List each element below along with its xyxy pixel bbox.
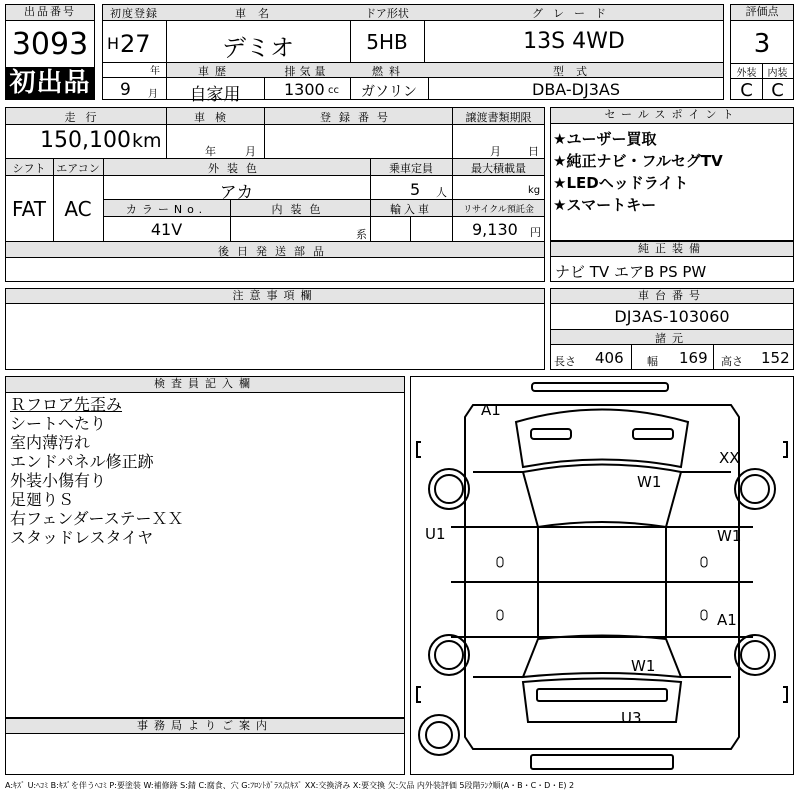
inspector-note: シートへたり — [10, 414, 107, 433]
inspector-notes-list — [10, 395, 400, 547]
color-label: 外装色 — [208, 162, 265, 175]
grade-label: グレード — [532, 7, 616, 20]
damage-mark: A1 — [717, 611, 737, 629]
inspector-label: 検査員記入欄 — [6, 377, 404, 393]
inspector-note: 右フェンダーステーＸＸ — [10, 509, 184, 528]
length-label: 長さ — [554, 355, 576, 368]
damage-mark: W1 — [717, 527, 742, 545]
chassis-number: DJ3AS-103060 — [614, 307, 730, 326]
colorno-label: カラーNo. — [125, 203, 208, 216]
intcolor-label: 内装色 — [271, 203, 329, 216]
damage-mark: XX — [719, 449, 740, 467]
capacity-label: 乗車定員 — [389, 162, 433, 175]
ext-label: 外装 — [736, 68, 757, 79]
history-label: 車歴 — [198, 65, 232, 78]
office-label: 事務局よりご案内 — [6, 719, 404, 734]
reg-month-unit: 月 — [148, 89, 158, 100]
height-label: 高さ — [721, 355, 743, 368]
score: 3 — [753, 29, 771, 59]
parts-label: 後日発送部品 — [218, 245, 332, 258]
chassis-box — [550, 288, 794, 370]
reg-year: 27 — [120, 30, 151, 58]
door-type: 5HB — [366, 30, 408, 54]
model: DBA-DJ3AS — [532, 80, 620, 99]
width-label: 幅 — [647, 355, 658, 368]
ac: AC — [64, 197, 92, 221]
transfer-month: 月 — [490, 145, 501, 158]
chassis-label: 車台番号 — [551, 289, 793, 304]
reg-month: 9 — [120, 80, 131, 100]
dims-label: 諸元 — [655, 332, 689, 345]
sales-point: ★LEDヘッドライト — [553, 174, 689, 192]
load-label: 最大積載量 — [471, 162, 526, 175]
color: アカ — [219, 183, 254, 203]
sales-point: ★純正ナビ・フルセグTV — [553, 152, 723, 170]
transfer-label: 譲渡書類期限 — [465, 111, 532, 124]
sales-point: ★スマートキー — [553, 196, 657, 214]
intcolor-unit: 系 — [356, 228, 367, 241]
length: 406 — [595, 349, 624, 367]
lot-number-label: 出品番号 — [6, 5, 94, 21]
reg-year-unit: 年 — [150, 66, 160, 77]
fuel: ガソリン — [361, 84, 417, 100]
car-diagram-box — [410, 376, 794, 775]
width: 169 — [679, 349, 708, 367]
model-label: 型式 — [553, 65, 599, 78]
office-box — [5, 718, 405, 775]
inspector-note: 足廻りＳ — [10, 490, 75, 509]
capacity: 5 — [410, 180, 421, 199]
import-label: 輸入車 — [390, 203, 432, 216]
transfer-day: 日 — [528, 145, 539, 158]
displacement: 1300 — [284, 80, 325, 99]
colorno: 41V — [150, 220, 183, 239]
score-label: 評価点 — [731, 5, 793, 21]
equipment-label: 純正装備 — [551, 242, 793, 257]
notes-box — [5, 288, 545, 370]
capacity-unit: 人 — [436, 186, 447, 199]
inspector-box — [5, 376, 405, 718]
height: 152 — [761, 349, 790, 367]
legend: A:ｷｽﾞ U:ﾍｺﾐ B:ｷｽﾞを伴うﾍｺﾐ P:要塗装 W:補修跡 S:錆 C:腐食、穴 G:ﾌﾛﾝﾄｶﾞﾗｽ点ｷｽﾞ XX:交換済み X:要交換 欠:欠品 内外装評価 5段階ﾗﾝｸ順(A・B・C・D・E) 2 — [5, 781, 575, 790]
equipment-value: ナビ TV エアB PS PW — [555, 263, 707, 281]
lot-number-box — [5, 4, 95, 100]
inspector-note: Ｒフロア先歪み — [10, 395, 123, 414]
ext-grade: C — [740, 80, 753, 101]
inspector-note: エンドパネル修正跡 — [10, 452, 154, 471]
shift-label: シフト — [12, 162, 46, 175]
name-label: 車名 — [235, 7, 281, 20]
reg-era: H — [107, 34, 120, 53]
inspector-note: スタッドレスタイヤ — [10, 528, 154, 547]
ac-label: エアコン — [56, 162, 100, 175]
equipment-box — [550, 241, 794, 282]
recycle-label: リサイクル預託金 — [463, 205, 534, 215]
damage-mark: W1 — [637, 473, 662, 491]
sales-points-list — [553, 128, 791, 216]
lot-number: 3093 — [11, 27, 89, 62]
inspector-note: 室内薄汚れ — [10, 433, 91, 452]
int-grade: C — [771, 80, 784, 101]
shift: FAT — [11, 197, 46, 221]
displacement-label: 排気量 — [284, 65, 330, 78]
notes-label: 注意事項欄 — [6, 289, 544, 304]
recycle: 9,130 — [472, 220, 518, 239]
sales-points-box — [550, 107, 794, 241]
inspection-month-unit: 月 — [245, 145, 256, 158]
reg-label: 初度登録 — [110, 7, 158, 20]
load-unit: kg — [528, 185, 541, 196]
fuel-label: 燃料 — [372, 65, 406, 78]
score-box — [730, 4, 794, 100]
sales-points-label: セールスポイント — [551, 108, 793, 124]
displacement-unit: cc — [328, 85, 339, 96]
recycle-unit: 円 — [530, 226, 541, 239]
inspection-label: 車検 — [194, 111, 236, 124]
inspection-year-unit: 年 — [205, 145, 216, 158]
damage-mark: W1 — [631, 657, 656, 675]
mileage-label: 走行 — [64, 111, 107, 124]
car-name: デミオ — [222, 34, 294, 62]
sales-point: ★ユーザー買取 — [553, 130, 657, 148]
car-body-diagram — [411, 377, 793, 774]
damage-mark: U3 — [621, 709, 642, 727]
damage-mark: A1 — [481, 401, 501, 419]
mileage: 150,100 — [40, 128, 131, 153]
regno-label: 登録番号 — [320, 111, 396, 124]
door-label: ドア形状 — [365, 7, 409, 20]
int-label: 内装 — [767, 68, 788, 79]
grade: 13S 4WD — [523, 29, 625, 54]
damage-mark: U1 — [425, 525, 446, 543]
inspector-note: 外装小傷有り — [10, 471, 107, 490]
first-listing-badge: 初出品 — [6, 67, 94, 99]
history: 自家用 — [189, 85, 241, 105]
mileage-unit: km — [132, 130, 162, 152]
